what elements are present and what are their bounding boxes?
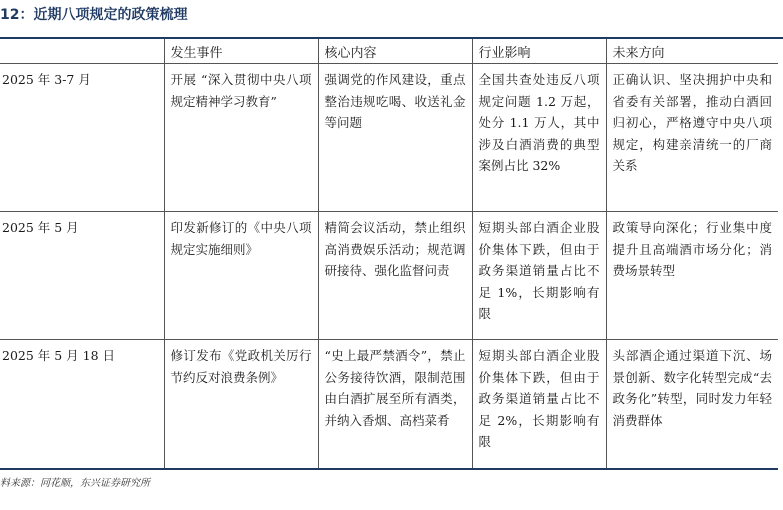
cell-content: 精简会议活动，禁止组织高消费娱乐活动；规范调研接待、强化监督问责 [318,212,472,340]
table-row [0,64,778,212]
cell-impact: 短期头部白酒企业股价集体下跌，但由于政务渠道销量占比不足 2%，长期影响有限 [472,340,606,470]
cell-content: 强调党的作风建设，重点整治违规吃喝、收送礼金等问题 [318,64,472,212]
cell-impact: 短期头部白酒企业股价集体下跌，但由于政务渠道销量占比不足 1%，长期影响有限 [472,212,606,340]
header-date [0,39,164,64]
header-direction: 未来方向 [606,39,778,64]
cell-event: 修订发布《党政机关厉行节约反对浪费条例》 [164,340,318,470]
cell-event: 开展 “深入贯彻中央八项规定精神学习教育” [164,64,318,212]
header-impact: 行业影响 [472,39,606,64]
cell-direction: 正确认识、坚决拥护中央和省委有关部署，推动白酒回归初心，严格遵守中央八项规定，构建亲清统一的厂商关系 [606,64,778,212]
header-content: 核心内容 [318,39,472,64]
cell-date: 2025 年 5 月 18 日 [0,340,164,470]
cell-date: 2025 年 5 月 [0,212,164,340]
table-row [0,340,778,470]
cell-event: 印发新修订的《中央八项规定实施细则》 [164,212,318,340]
source-note: 料来源：同花顺，东兴证券研究所 [0,478,150,489]
table-row [0,212,778,340]
cell-direction: 政策导向深化；行业集中度提升且高端酒市场分化；消费场景转型 [606,212,778,340]
cell-content: “史上最严禁酒令”，禁止公务接待饮酒，限制范围由白酒扩展至所有酒类，并纳入香烟、高档菜肴 [318,340,472,470]
cell-date: 2025 年 3-7 月 [0,64,164,212]
header-event: 发生事件 [164,39,318,64]
table-title: 12：近期八项规定的政策梳理 [0,7,188,23]
cell-impact: 全国共查处违反八项规定问题 1.2 万起，处分 1.1 万人，其中涉及白酒消费的典型案例占比 32% [472,64,606,212]
header-row [0,39,778,64]
policy-table [0,39,778,470]
cell-direction: 头部酒企通过渠道下沉、场景创新、数字化转型完成“去政务化”转型，同时发力年轻消费群体 [606,340,778,470]
